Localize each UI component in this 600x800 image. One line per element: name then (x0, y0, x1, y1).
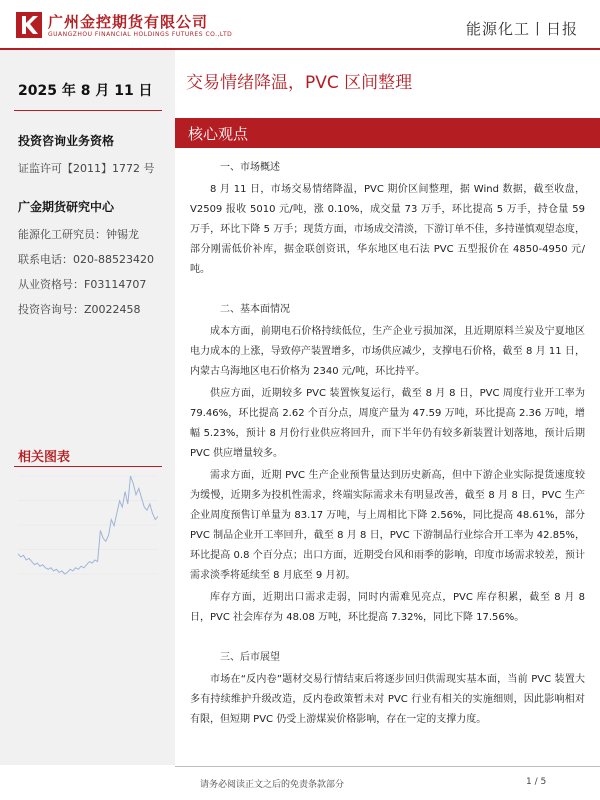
contact-phone: 联系电话：020-88523420 (18, 253, 154, 266)
disclaimer-note: 请务必阅读正文之后的免责条款部分 (200, 780, 345, 790)
related-price-chart (14, 470, 162, 580)
chart-divider (14, 466, 162, 467)
paragraph: 市场在“反内卷”题材交易行情结束后将逐步回归供需现实基本面，当前 PVC 装置大多有持续维护升级改造，反内卷政策暂未对 PVC 行业有相关的实施细则，因此影响相对有限，但短期 PVC 仍受上游煤炭价格影响，存在一定的支撑力度。 (190, 674, 585, 725)
report-body (190, 156, 585, 732)
footer-divider (175, 766, 600, 767)
paragraph: 成本方面，前期电石价格持续低位，生产企业亏损加深，且近期原料兰炭及宁夏地区电力成本的上涨，导致停产装置增多，市场供应减少，支撑电石价格，截至 8 月 11 日，内蒙古乌海地区电石价格为 2340 元/吨，环比持平。 (190, 326, 585, 377)
section-heading: 一、市场概述 (220, 162, 280, 173)
company-name-en: GUANGZHOU FINANCIAL HOLDINGS FUTURES CO.,LTD (48, 31, 233, 38)
paragraph: 供应方面，近期较多 PVC 装置恢复运行，截至 8 月 8 日，PVC 周度行业开工率为 79.46%，环比提高 2.62 个百分点，周度产量为 47.59 万吨，环比提高 2.36 万吨，增幅 5.23%，预计 8 月份行业供应将回升，而下半年仍有较多新装置计划落地，预计后期 PVC 供应增量较多。 (190, 388, 585, 459)
license-number: 证监许可【2011】1772 号 (18, 162, 155, 175)
paragraph: 8 月 11 日，市场交易情绪降温，PVC 期价区间整理，据 Wind 数据，截至收盘，V2509 报收 5010 元/吨，涨 0.10%，成交量 73 万手，环比提高 5 万手，持仓量 59 万手，环比下降 5 万手；现货方面，市场成交清淡，下游订单不佳，多持谨慎观望态度，部分刚需低价补库，据金联创资讯，华东地区电石法 PVC 五型报价在 4850-4950 元/吨。 (190, 184, 585, 275)
sidebar (0, 50, 175, 765)
date-divider (14, 110, 162, 111)
report-date: 2025 年 8 月 11 日 (18, 83, 153, 99)
core-view-label: 核心观点 (188, 125, 249, 143)
page-number: 1 / 5 (526, 777, 547, 787)
report-title: 交易情绪降温，PVC 区间整理 (186, 73, 413, 93)
company-logo (16, 12, 42, 38)
report-type: 能源化工丨日报 (465, 20, 578, 38)
qualification-number: 从业资格号：F03114707 (18, 278, 147, 291)
paragraph: 库存方面，近期出口需求走弱，同时内需难见亮点，PVC 库存积累，截至 8 月 8 日，PVC 社会库存为 48.08 万吨，环比提高 7.32%，同比下降 17.56%。 (190, 592, 585, 623)
consult-number: 投资咨询号：Z0022458 (18, 303, 141, 316)
company-name: 广州金控期货有限公司 (48, 13, 209, 31)
researcher-name: 能源化工研究员：钟锡龙 (18, 228, 139, 241)
paragraph: 需求方面，近期 PVC 生产企业预售量达到历史新高，但中下游企业实际提货速度较为缓慢，近期多为投机性需求，终端实际需求未有明显改善，截至 8 月 8 日，PVC 生产企业周度预售订单量为 83.17 万吨，与上周相比下降 2.56%，同比提高 48.61%，部分 PVC 制品企业开工率回升，截至 8 月 8 日，PVC 下游制品行业综合开工率为 42.85%，环比提高 0.8 个百分点；出口方面，近期受台风和雨季的影响，印度市场需求较差，预计需求淡季将延续至 8 月底至 9 月初。 (190, 470, 585, 581)
section-heading: 二、基本面情况 (220, 304, 290, 315)
research-center-title: 广金期货研究中心 (18, 200, 115, 214)
section-heading: 三、后市展望 (220, 652, 280, 663)
qualification-title: 投资咨询业务资格 (18, 134, 115, 148)
related-charts-label: 相关图表 (18, 450, 71, 465)
